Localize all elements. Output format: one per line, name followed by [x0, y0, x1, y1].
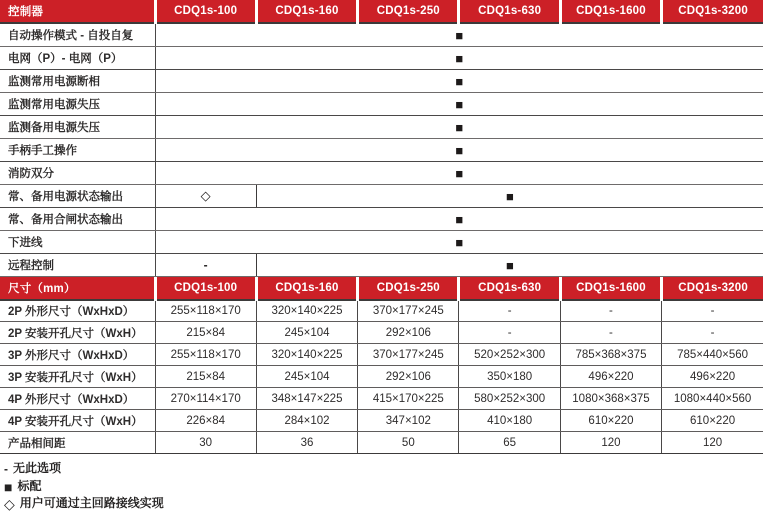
legend-text: 标配 [17, 478, 42, 493]
model-column-header: CDQ1s-250 [358, 0, 459, 23]
model-column-header: CDQ1s-100 [155, 0, 256, 23]
feature-cell [155, 161, 763, 184]
feature-row [0, 92, 763, 115]
dimension-label: 4P 安装开孔尺寸（WxH） [0, 410, 155, 432]
feature-row [0, 161, 763, 184]
diamond-icon: ◇ [200, 187, 211, 203]
dimension-value: 255×118×170 [155, 344, 256, 366]
dimension-value: 65 [459, 432, 560, 454]
dimension-value: 245×104 [256, 366, 357, 388]
dimension-table-header [0, 277, 763, 300]
dimension-row [0, 344, 763, 366]
dimension-value: 292×106 [358, 322, 459, 344]
feature-row [0, 138, 763, 161]
dimension-value: - [459, 322, 560, 344]
dimension-value: 292×106 [358, 366, 459, 388]
feature-label: 消防双分 [0, 161, 155, 184]
feature-label: 手柄手工操作 [0, 138, 155, 161]
legend-line [4, 460, 763, 478]
dimension-value: 785×368×375 [560, 344, 661, 366]
feature-label: 监测常用电源断相 [0, 69, 155, 92]
dimension-value: 350×180 [459, 366, 560, 388]
feature-label: 常、备用电源状态输出 [0, 184, 155, 207]
filled-square-icon: ■ [4, 479, 13, 496]
dimension-value: 348×147×225 [256, 388, 357, 410]
dimension-value: 30 [155, 432, 256, 454]
feature-row [0, 115, 763, 138]
dimension-value: 120 [560, 432, 661, 454]
feature-row [0, 23, 763, 46]
dimension-value: 284×102 [256, 410, 357, 432]
dimension-value: 215×84 [155, 322, 256, 344]
filled-square-icon: ■ [455, 119, 464, 135]
feature-row [0, 253, 763, 276]
dimension-value: 120 [662, 432, 763, 454]
dimension-label: 2P 安装开孔尺寸（WxH） [0, 322, 155, 344]
feature-cell [155, 138, 763, 161]
dash-mark: - [4, 461, 8, 476]
dimension-label: 4P 外形尺寸（WxHxD） [0, 388, 155, 410]
dimension-value: 347×102 [358, 410, 459, 432]
feature-cell [155, 23, 763, 46]
filled-square-icon: ■ [455, 96, 464, 112]
dimension-value: 270×114×170 [155, 388, 256, 410]
legend-line [4, 495, 763, 513]
feature-row [0, 184, 763, 207]
model-column-header: CDQ1s-3200 [662, 0, 763, 23]
legend-line [4, 478, 763, 496]
feature-label: 下进线 [0, 230, 155, 253]
dimension-row [0, 388, 763, 410]
model-column-header: CDQ1s-160 [256, 277, 357, 300]
filled-square-icon: ■ [455, 211, 464, 227]
model-column-header: CDQ1s-100 [155, 277, 256, 300]
feature-row [0, 230, 763, 253]
feature-row [0, 46, 763, 69]
dimension-value: 410×180 [459, 410, 560, 432]
feature-row [0, 207, 763, 230]
dimension-value: 785×440×560 [662, 344, 763, 366]
feature-label: 监测备用电源失压 [0, 115, 155, 138]
model-column-header: CDQ1s-250 [358, 277, 459, 300]
dimension-value: 215×84 [155, 366, 256, 388]
dimension-value: - [560, 300, 661, 322]
dimension-label: 2P 外形尺寸（WxHxD） [0, 300, 155, 322]
dimension-value: 320×140×225 [256, 300, 357, 322]
feature-cell [155, 207, 763, 230]
feature-table-title: 控制器 [0, 0, 155, 23]
dimension-row [0, 410, 763, 432]
feature-label: 常、备用合闸状态输出 [0, 207, 155, 230]
feature-label: 远程控制 [0, 253, 155, 276]
dimension-value: 610×220 [662, 410, 763, 432]
feature-table-header [0, 0, 763, 23]
dimension-value: 226×84 [155, 410, 256, 432]
dimension-value: 415×170×225 [358, 388, 459, 410]
filled-square-icon: ■ [455, 27, 464, 43]
dimension-label: 3P 安装开孔尺寸（WxH） [0, 366, 155, 388]
filled-square-icon: ■ [455, 50, 464, 66]
legend-text: 用户可通过主回路接线实现 [19, 496, 164, 510]
dimension-value: 36 [256, 432, 357, 454]
feature-cell [155, 69, 763, 92]
dimension-table-title: 尺寸（mm） [0, 277, 155, 300]
dimension-row [0, 432, 763, 454]
dimension-row [0, 366, 763, 388]
feature-label: 电网（P）- 电网（P） [0, 46, 155, 69]
feature-cell [155, 46, 763, 69]
diamond-icon: ◇ [4, 495, 15, 512]
dash-mark: - [203, 257, 208, 272]
feature-label: 监测常用电源失压 [0, 92, 155, 115]
filled-square-icon: ■ [455, 234, 464, 250]
dimension-table [0, 277, 763, 455]
feature-cell [256, 253, 763, 276]
dimension-value: 1080×440×560 [662, 388, 763, 410]
model-column-header: CDQ1s-160 [256, 0, 357, 23]
dimension-value: 320×140×225 [256, 344, 357, 366]
filled-square-icon: ■ [455, 165, 464, 181]
dimension-value: 50 [358, 432, 459, 454]
feature-cell [155, 253, 256, 276]
feature-row [0, 69, 763, 92]
feature-cell [256, 184, 763, 207]
dimension-value: - [459, 300, 560, 322]
filled-square-icon: ■ [455, 142, 464, 158]
feature-cell [155, 230, 763, 253]
feature-cell [155, 92, 763, 115]
model-column-header: CDQ1s-1600 [560, 0, 661, 23]
feature-label: 自动操作模式 - 自投自复 [0, 23, 155, 46]
feature-cell [155, 184, 256, 207]
model-column-header: CDQ1s-1600 [560, 277, 661, 300]
dimension-value: 1080×368×375 [560, 388, 661, 410]
dimension-value: 245×104 [256, 322, 357, 344]
dimension-value: - [560, 322, 661, 344]
model-column-header: CDQ1s-630 [459, 277, 560, 300]
feature-cell [155, 115, 763, 138]
dimension-value: 370×177×245 [358, 300, 459, 322]
dimension-row [0, 322, 763, 344]
filled-square-icon: ■ [505, 257, 514, 273]
dimension-value: 580×252×300 [459, 388, 560, 410]
dimension-row [0, 300, 763, 322]
dimension-value: 496×220 [560, 366, 661, 388]
dimension-value: 520×252×300 [459, 344, 560, 366]
dimension-value: 370×177×245 [358, 344, 459, 366]
dimension-label: 3P 外形尺寸（WxHxD） [0, 344, 155, 366]
filled-square-icon: ■ [505, 188, 514, 204]
model-column-header: CDQ1s-3200 [662, 277, 763, 300]
filled-square-icon: ■ [455, 73, 464, 89]
dimension-value: - [662, 300, 763, 322]
legend-text: 无此选项 [13, 461, 62, 475]
model-column-header: CDQ1s-630 [459, 0, 560, 23]
dimension-value: 610×220 [560, 410, 661, 432]
dimension-value: 496×220 [662, 366, 763, 388]
legend [0, 454, 763, 513]
dimension-label: 产品相间距 [0, 432, 155, 454]
dimension-value: - [662, 322, 763, 344]
dimension-value: 255×118×170 [155, 300, 256, 322]
